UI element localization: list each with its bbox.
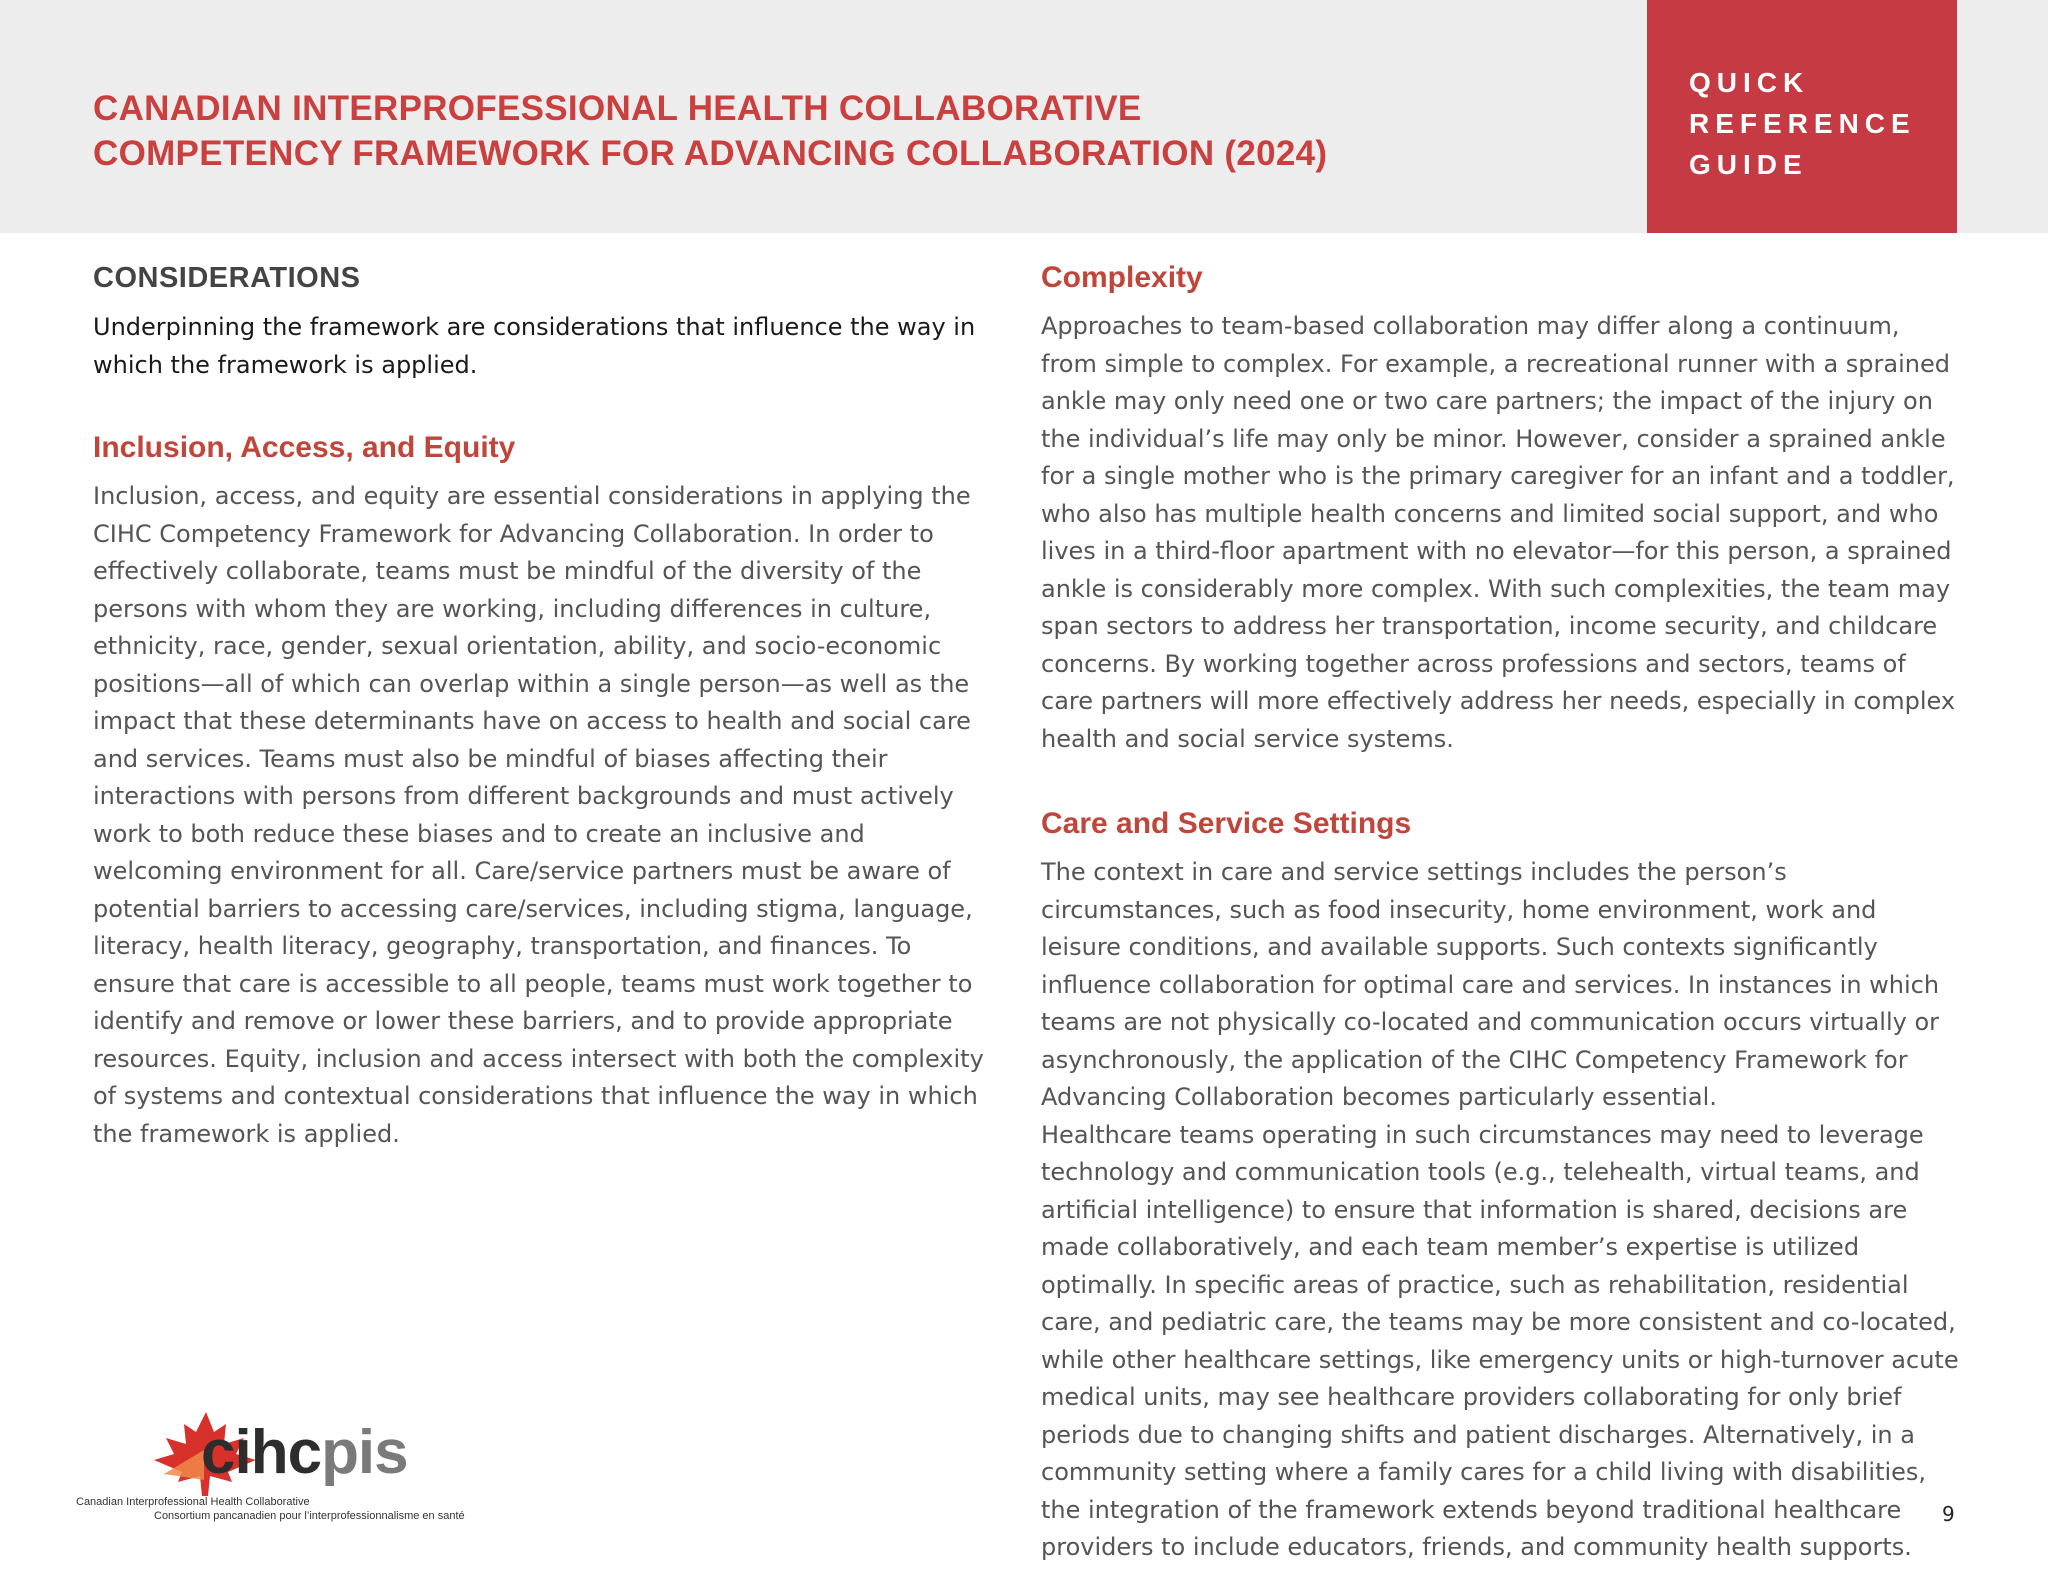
page-number: 9 [1942, 1502, 1955, 1526]
document-title [93, 86, 1327, 176]
logo-english-name: Canadian Interprofessional Health Collaborative [76, 1496, 310, 1508]
section-title-considerations: CONSIDERATIONS [93, 262, 361, 294]
subhead-inclusion-access-equity: Inclusion, Access, and Equity [93, 431, 516, 464]
logo-wordmark-cihc: cihc [201, 1418, 322, 1487]
badge-line-2: REFERENCE [1689, 108, 1916, 139]
settings-body-text-2: Healthcare teams operating in such circumstances may need to leverage technology and communication tools (e.g., telehealth, virtual teams, and artificial intelligence) to ensure that information is shared, decisions are made collaboratively, and each team member’s expertise is utilized optimally. In specific areas of practice, such as rehabilitation, residential care, and pediatric care, the teams may be more consistent and co-located, while other healthcare settings, like emergency units or high-turnover acute medical units, may see healthcare providers collaborating for only brief periods due to changing shifts and patient discharges. Alternatively, in a community setting where a family cares for a child living with disabilities, the integration of the framework extends beyond traditional healthcare providers to include educators, friends, and community health supports. [1041, 1120, 1959, 1561]
quick-reference-guide-badge [1647, 0, 1957, 233]
cihc-logo [76, 1410, 486, 1530]
right-column [1041, 258, 1961, 1567]
settings-body-text-1: The context in care and service settings includes the person’s circumstances, such as food insecurity, home environment, work and leisure conditions, and available supports. Such contexts significantly influence collaboration for optimal care and services. In instances in which teams are not physically co-located and communication occurs virtually or asynchronously, the application of the CIHC Competency Framework for Advancing Collaboration becomes particularly essential. [1041, 858, 1940, 1111]
badge-line-3: GUIDE [1689, 149, 1808, 180]
logo-french-name: Consortium pancanadien pour l’interprofessionnalisme en santé [154, 1510, 465, 1522]
inclusion-body-text: Inclusion, access, and equity are essential considerations in applying the CIHC Competency Framework for Advancing Collaboration. In order to effectively collaborate, teams must be mindful of the diversity of the persons with whom they are working, including differences in culture, ethnicity, race, gender, sexual orientation, ability, and socio-economic positions—all of which can overlap within a single person—as well as the impact that these determinants have on access to health and social care and services. Teams must also be mindful of biases affecting their interactions with persons from different backgrounds and must actively work to both reduce these biases and to create an inclusive and welcoming environment for all. Care/service partners must be aware of potential barriers to accessing care/services, including stigma, language, literacy, health literacy, geography, transportation, and finances. To ensure that care is accessible to all people, teams must work together to identify and remove or lower these barriers, and to provide appropriate resources. Equity, inclusion and access intersect with both the complexity of systems and contextual considerations that influence the way in which the framework is applied. [93, 482, 984, 1148]
logo-wordmark-pis: pis [321, 1418, 408, 1487]
document-title-line-1: CANADIAN INTERPROFESSIONAL HEALTH COLLABORATIVE [93, 89, 1142, 128]
badge-line-1: QUICK [1689, 67, 1810, 98]
subhead-complexity: Complexity [1041, 261, 1203, 294]
left-column [93, 258, 993, 1153]
document-title-line-2: COMPETENCY FRAMEWORK FOR ADVANCING COLLABORATION (2024) [93, 134, 1328, 173]
considerations-intro: Underpinning the framework are considerations that influence the way in which the framework is applied. [93, 313, 976, 379]
logo-wordmark [201, 1418, 408, 1488]
subhead-care-service-settings: Care and Service Settings [1041, 807, 1412, 840]
complexity-body-text: Approaches to team-based collaboration may differ along a continuum, from simple to complex. For example, a recreational runner with a sprained ankle may only need one or two care partners; the impact of the injury on the individual’s life may only be minor. However, consider a sprained ankle for a single mother who is the primary caregiver for an infant and a toddler, who also has multiple health concerns and limited social support, and who lives in a third-floor apartment with no elevator—for this person, a sprained ankle is considerably more complex. With such complexities, the team may span sectors to address her transportation, income security, and childcare concerns. By working together across professions and sectors, teams of care partners will more effectively address her needs, especially in complex health and social service systems. [1041, 312, 1956, 753]
